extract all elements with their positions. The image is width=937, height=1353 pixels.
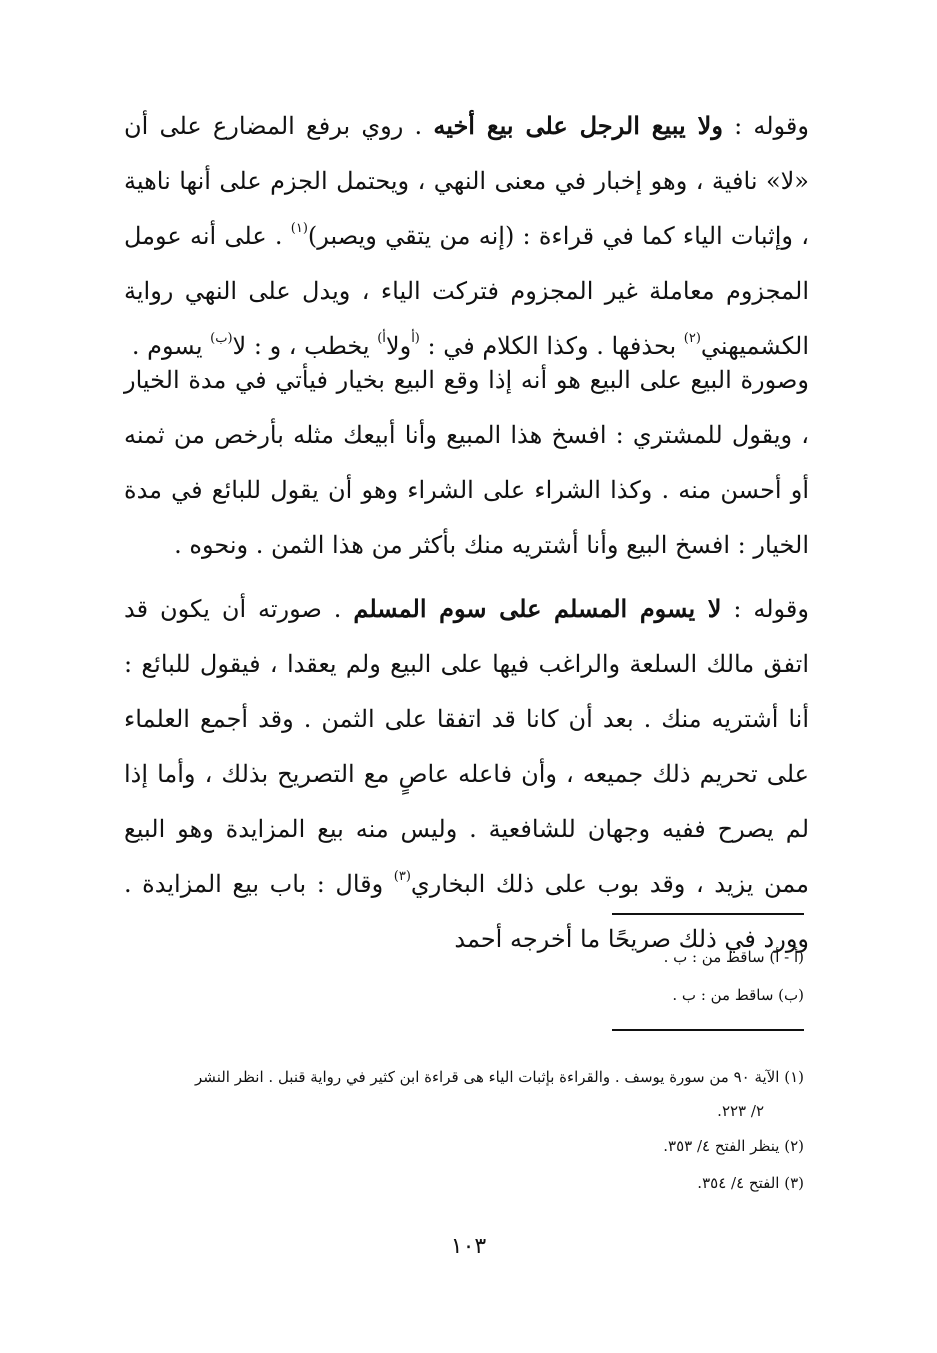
variant-mark-a-open: (أ	[411, 331, 420, 346]
hadith-quote: لا يسوم المسلم على سوم المسلم	[353, 594, 722, 623]
paragraph-text: بحذفها . وكذا الكلام في :	[419, 332, 684, 360]
footnote-ref-3[interactable]: (٣)	[393, 869, 411, 884]
hadith-quote: ولا يبيع الرجل على بيع أخيه	[433, 111, 723, 140]
footnote-3: (٣) الفتح ٤/ ٣٥٤.	[697, 1174, 804, 1192]
footnote-separator	[612, 1029, 804, 1031]
paragraph-text: يخطب ، و : لا	[232, 332, 378, 360]
footnote-separator	[612, 913, 804, 915]
paragraph-2: وصورة البيع على البيع هو أنه إذا وقع البيع بخيار فيأتي في مدة الخيار ، ويقول للمشتري : افسخ هذا المبيع وأنا أبيعك مثله بأرخص من ثمنه أو أحسن منه . وكذا الشراء على الشراء وهو أن يقول للبائع في مدة الخيار : افسخ البيع وأنا أشتريه منك بأكثر من هذا الثمن . ونحوه .	[124, 366, 809, 559]
footnote-ref-2[interactable]: (٢)	[683, 331, 701, 346]
paragraph-3	[124, 581, 809, 967]
variant-mark-a-close: أ)	[377, 331, 386, 346]
footnote-2: (٢) ينظر الفتح ٤/ ٣٥٣.	[663, 1137, 804, 1155]
paragraph-text: ولا	[385, 332, 412, 360]
paragraph-lead: وقوله :	[722, 112, 809, 140]
page-number: ١٠٣	[450, 1234, 487, 1259]
footnote-ref-1[interactable]: (١)	[290, 221, 308, 236]
variant-note-a: (أ - أ) ساقط من : ب .	[663, 948, 804, 966]
variant-note-b: (ب) ساقط من : ب .	[672, 986, 804, 1004]
footnote-text-continued: ٢/ ٢٢٣.	[717, 1102, 764, 1120]
paragraph-text: . صورته أن يكون قد اتفق مالك السلعة والراغب فيها على البيع ولم يعقدا ، فيقول للبائع : أنا أشتريه منك . بعد أن كانا قد اتفقا على الثمن . وقد أجمع العلماء على تحريم ذلك جميعه ، وأن فاعله عاصٍ مع التصريح بذلك ، وأما إذا لم يصرح ففيه وجهان للشافعية . وليس منه بيع المزايدة وهو البيع ممن يزيد ، وقد بوب على ذلك البخاري	[124, 595, 810, 898]
paragraph-text: . على أنه عومل المجزوم معاملة غير المجزوم فتركت الياء ، ويدل على النهي رواية الكشميهني	[124, 222, 809, 360]
paragraph-1	[124, 98, 809, 374]
footnote-1	[124, 1060, 804, 1128]
footnote-text: (١) الآية ٩٠ من سورة يوسف . والقراءة بإثبات الياء هى قراءة ابن كثير في رواية قنبل . انظر النشر	[195, 1068, 804, 1086]
paragraph-text: . روي برفع المضارع على أن «لا» نافية ، وهو إخبار في معنى النهي ، ويحتمل الجزم على أنها ناهية ، وإثبات الياء كما في قراءة : (إنه من يتقي ويصبر)	[124, 112, 809, 250]
paragraph-lead: وقوله :	[721, 595, 809, 623]
paragraph-text: يسوم .	[131, 332, 211, 360]
paragraph-text: وقال : باب بيع المزايدة . وورد في ذلك صريحًا ما أخرجه أحمد	[124, 870, 809, 953]
variant-mark-b: (ب)	[210, 331, 233, 346]
